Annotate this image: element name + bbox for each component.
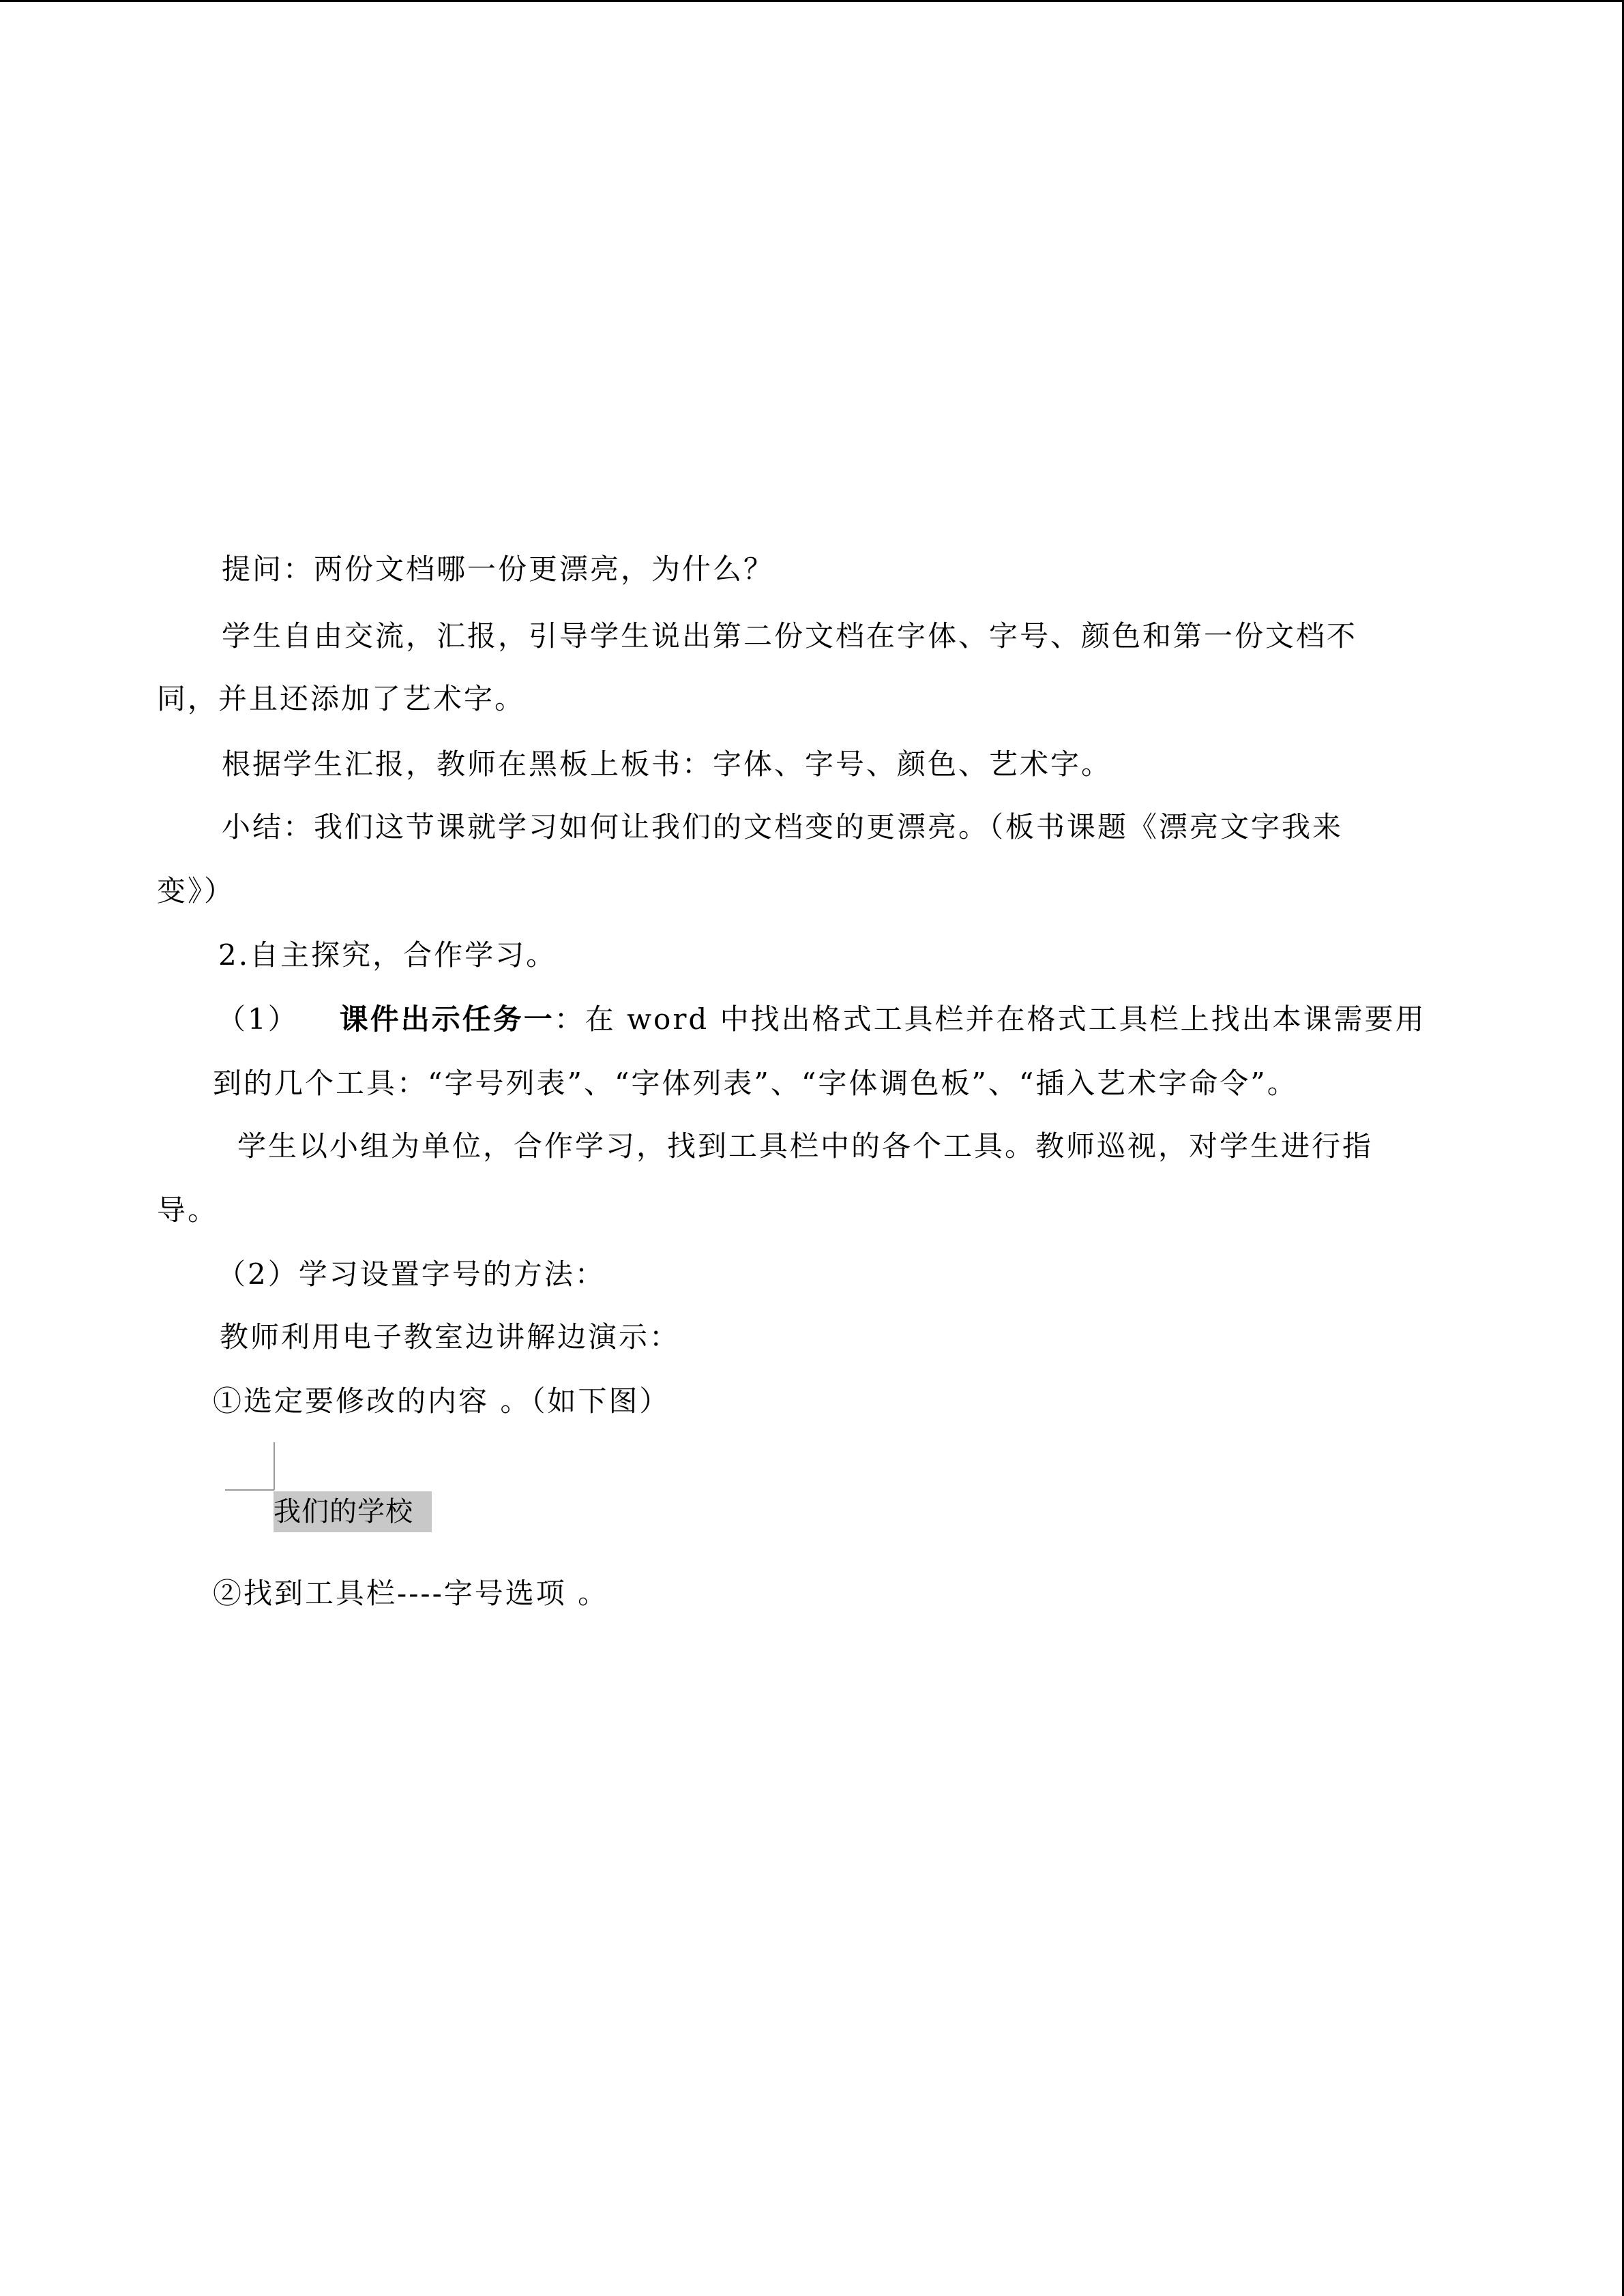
paragraph-task-line2: 到的几个工具：“字号列表”、“字体列表”、“字体调色板”、“插入艺术字命令”。 (213, 1067, 1298, 1100)
selected-text-snippet: 我们的学校 (274, 1491, 432, 1532)
screenshot-corner-mark-vertical (274, 1442, 275, 1490)
paragraph-summary-line2: 变》） (157, 874, 235, 908)
paragraph-task-line1 (217, 999, 1426, 1040)
paragraph-teacher-demo: 教师利用电子教室边讲解边演示： (220, 1320, 681, 1354)
paragraph-question: 提问：两份文档哪一份更漂亮，为什么？ (222, 552, 775, 586)
paragraph-step-1: ①选定要修改的内容 。（如下图） (213, 1384, 670, 1418)
paragraph-summary-line1: 小结：我们这节课就学习如何让我们的文档变的更漂亮。（板书课题《漂亮文字我来 (222, 810, 1344, 844)
screenshot-corner-mark-horizontal (225, 1489, 274, 1491)
paragraph-blackboard: 根据学生汇报，教师在黑板上板书：字体、字号、颜色、艺术字。 (222, 747, 1112, 781)
task-description: ：在 word 中找出格式工具栏并在格式工具栏上找出本课需要用 (554, 1002, 1426, 1036)
task-number: （1） (217, 1002, 299, 1036)
paragraph-discussion-line1: 学生自由交流，汇报，引导学生说出第二份文档在字体、字号、颜色和第一份文档不 (222, 619, 1358, 653)
paragraph-step-2: ②找到工具栏----字号选项 。 (213, 1577, 609, 1610)
task-title: 课件出示任务一 (339, 1002, 555, 1036)
section-heading-2: 2.自主探究，合作学习。 (218, 938, 557, 972)
paragraph-discussion-line2: 同，并且还添加了艺术字。 (157, 682, 526, 715)
paragraph-font-size-method: （2）学习设置字号的方法： (217, 1257, 606, 1291)
paragraph-group-line1: 学生以小组为单位，合作学习，找到工具栏中的各个工具。教师巡视，对学生进行指 (237, 1129, 1374, 1163)
paragraph-group-line2: 导。 (157, 1193, 219, 1227)
